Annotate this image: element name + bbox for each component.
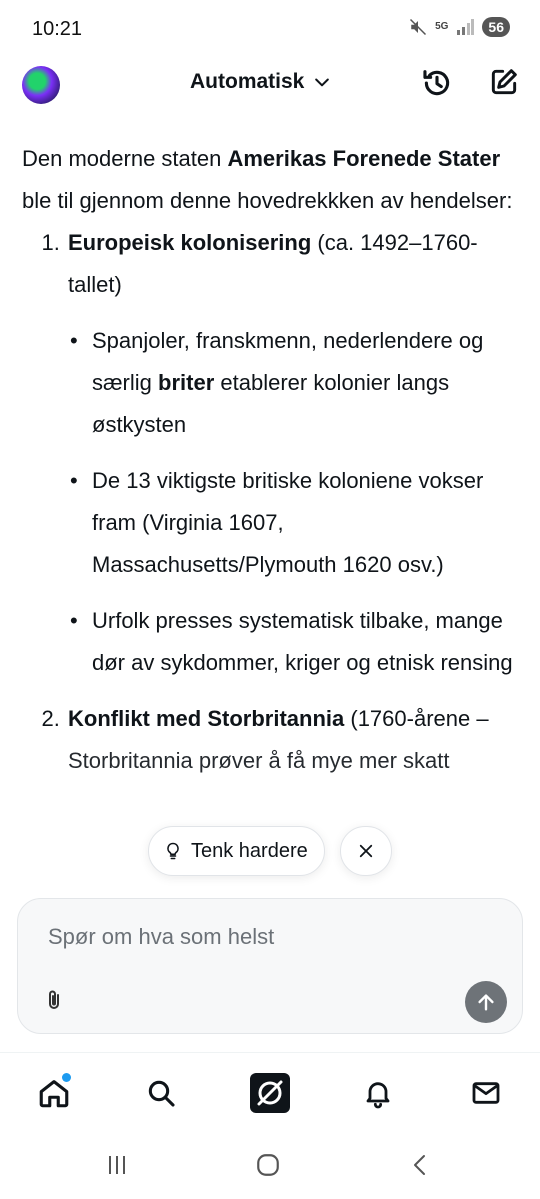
compose-icon bbox=[488, 66, 520, 98]
list-item bbox=[66, 222, 522, 684]
network-type: 5G bbox=[435, 21, 449, 32]
response-content bbox=[22, 138, 522, 782]
item-suffix: (1760-årene – bbox=[344, 706, 489, 731]
model-selector[interactable] bbox=[190, 70, 332, 94]
system-nav bbox=[0, 1132, 540, 1199]
recents-button[interactable] bbox=[102, 1150, 132, 1180]
search-icon bbox=[145, 1077, 177, 1109]
partial-text: Storbritannia prøver å få mye mer skatt bbox=[68, 748, 450, 773]
status-time: 10:21 bbox=[32, 18, 83, 40]
intro-text: Den moderne staten bbox=[22, 146, 228, 171]
nav-grok[interactable] bbox=[250, 1073, 290, 1113]
nav-home[interactable] bbox=[34, 1073, 74, 1113]
dismiss-suggestion-button[interactable] bbox=[340, 826, 392, 876]
think-harder-button[interactable] bbox=[148, 826, 325, 876]
battery-level: 56 bbox=[482, 17, 510, 37]
attach-button[interactable] bbox=[42, 987, 66, 1013]
back-button[interactable] bbox=[405, 1150, 435, 1180]
history-icon bbox=[420, 66, 454, 100]
new-chat-button[interactable] bbox=[488, 66, 524, 102]
model-title: Automatisk bbox=[190, 70, 305, 93]
close-icon bbox=[357, 842, 375, 860]
back-icon bbox=[408, 1153, 432, 1177]
status-bar bbox=[0, 0, 540, 60]
home-system-button[interactable] bbox=[253, 1150, 283, 1180]
mail-icon bbox=[470, 1077, 502, 1109]
sub-list bbox=[68, 320, 522, 684]
think-harder-label: Tenk hardere bbox=[191, 839, 308, 862]
bell-icon bbox=[362, 1077, 394, 1109]
bullet-text-end: etablerer kolonier langs østkysten bbox=[92, 370, 450, 437]
nav-search[interactable] bbox=[141, 1073, 181, 1113]
nav-notifications[interactable] bbox=[358, 1073, 398, 1113]
lightbulb-icon bbox=[163, 840, 183, 862]
nav-messages[interactable] bbox=[466, 1073, 506, 1113]
notification-dot bbox=[62, 1073, 71, 1082]
list-item bbox=[92, 320, 522, 446]
list-item: • De 13 viktigste britiske koloniene vokser fram (Virginia 1607, Massachusetts/Plymouth 1620 osv.) bbox=[92, 460, 522, 586]
arrow-up-icon bbox=[475, 991, 497, 1013]
home-circle-icon bbox=[255, 1152, 281, 1178]
app-header bbox=[0, 60, 540, 112]
history-button[interactable] bbox=[420, 66, 456, 102]
send-button[interactable] bbox=[465, 981, 507, 1023]
item-title: Europeisk kolonisering bbox=[68, 230, 312, 255]
bottom-nav bbox=[0, 1052, 540, 1133]
chat-input[interactable] bbox=[46, 923, 490, 951]
list-item bbox=[66, 698, 522, 782]
intro-bold: Amerikas Forenede Stater bbox=[227, 146, 501, 171]
mute-icon bbox=[409, 18, 427, 36]
intro-text-end: ble til gjennom denne hovedrekkken av hendelser: bbox=[22, 188, 513, 213]
grok-icon bbox=[250, 1073, 290, 1113]
paperclip-icon bbox=[42, 987, 66, 1013]
status-icons bbox=[409, 17, 510, 37]
recents-icon bbox=[105, 1153, 129, 1177]
bullet-text: Spanjoler, franskmenn, nederlendere og særlig bbox=[92, 328, 484, 395]
item-suffix: (ca. 1492–1760-tallet) bbox=[68, 230, 478, 297]
intro-paragraph bbox=[22, 138, 522, 222]
chevron-down-icon bbox=[312, 72, 332, 92]
avatar[interactable] bbox=[22, 66, 60, 104]
bullet-bold: briter bbox=[158, 370, 215, 395]
item-title: Konflikt med Storbritannia bbox=[68, 706, 345, 731]
signal-icon bbox=[456, 19, 474, 35]
chat-input-container bbox=[17, 898, 523, 1034]
list-item: • Urfolk presses systematisk tilbake, mange dør av sykdommer, kriger og etnisk rensing bbox=[92, 600, 522, 684]
event-list bbox=[22, 222, 522, 782]
